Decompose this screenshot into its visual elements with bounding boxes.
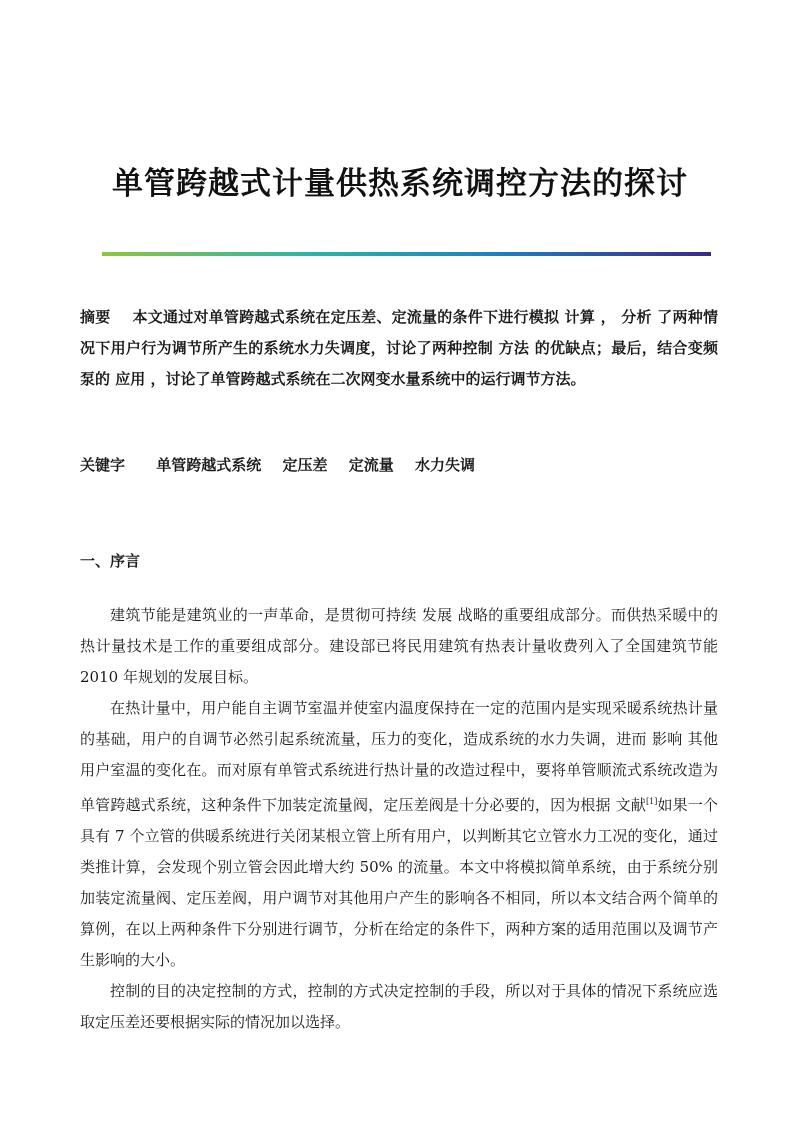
keywords <box>80 452 718 478</box>
paragraph: 建筑节能是建筑业的一声革命，是贯彻可持续 发展 战略的重要组成部分。而供热采暖中的热计量技术是工作的重要组成部分。建设部已将民用建筑有热表计量收费列入了全国建筑节能 2010 年规划的发展目标。 <box>80 606 718 686</box>
paragraph: 控制的目的决定控制的方式，控制的方式决定控制的手段，所以对于具体的情况下系统应选取定压差还要根据实际的情况加以选择。 <box>80 982 718 1031</box>
keyword-item: 水力失调 <box>415 456 476 474</box>
keyword-item: 单管跨越式系统 <box>156 456 262 474</box>
abstract-text: 本文通过对单管跨越式系统在定压差、定流量的条件下进行模拟 计算 ， 分析 了两种情况下用户行为调节所产生的系统水力失调度，讨论了两种控制 方法 的优缺点；最后，结合变频泵的 应用 ，讨论了单管跨越式系统在二次网变水量系统中的运行调节方法。 <box>80 308 718 388</box>
body-text <box>80 600 718 1038</box>
paper-title: 单管跨越式计量供热系统调控方法的探讨 <box>112 166 688 202</box>
keyword-item: 定压差 <box>282 456 328 474</box>
paragraph-text: 如果一个具有 7 个立管的供暖系统进行关闭某根立管上所有用户，以判断其它立管水力工况的变化，通过类推计算，会发现个别立管会因此增大约 50% 的流量。本文中将模拟简单系统，由于系统分别加装定流量阀、定压差阀，用户调节对其他用户产生的影响各不相同，所以本文结合两个简单的算例，在以上两种条件下分别进行调节，分析在给定的条件下，两种方案的适用范围以及调节产生影响的大小。 <box>80 796 718 969</box>
paragraph <box>80 693 718 976</box>
section-heading: 一、序言 <box>80 552 141 570</box>
keyword-item: 定流量 <box>348 456 394 474</box>
paragraph-text: 在热计量中，用户能自主调节室温并使室内温度保持在一定的范围内是实现采暖系统热计量的基础，用户的自调节必然引起系统流量，压力的变化，造成系统的水力失调，进而 影响 其他用户室温的变化在。而对原有单管式系统进行热计量的改造过程中，要将单管顺流式系统改造为单管跨越式系统，这种条件下加装定流量阀，定压差阀是十分必要的，因为根据 文献 <box>80 699 718 814</box>
abstract-label: 摘要 <box>80 308 111 326</box>
abstract <box>80 302 718 395</box>
keywords-label: 关键字 <box>80 456 126 474</box>
title-divider <box>102 252 711 256</box>
citation-marker: [1] <box>645 797 658 806</box>
